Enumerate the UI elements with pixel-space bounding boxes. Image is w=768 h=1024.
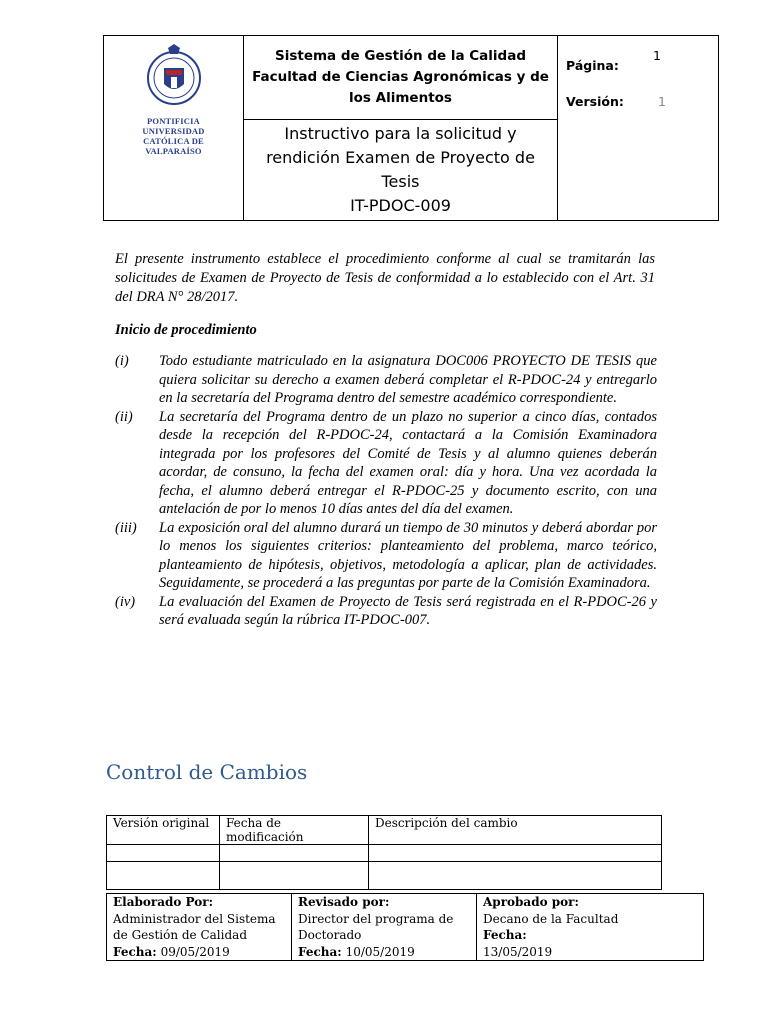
changes-title: Control de Cambios: [106, 760, 308, 784]
approval-date: 13/05/2019: [483, 944, 553, 959]
procedure-title: Inicio de procedimiento: [115, 322, 257, 338]
procedure-steps: [115, 352, 657, 630]
date-label: Fecha:: [298, 944, 342, 959]
approval-line: Director del programa de: [298, 911, 454, 926]
header-cell: Descripción del cambio: [369, 816, 662, 845]
table-row: [107, 862, 662, 890]
approval-line: Doctorado: [298, 928, 362, 942]
table-cell: [369, 862, 662, 890]
list-item: [115, 519, 657, 593]
approval-heading: Revisado por:: [298, 895, 390, 909]
table-cell: [220, 845, 369, 862]
logo-cell: [104, 36, 244, 220]
date-label: Fecha:: [483, 928, 527, 942]
approval-date: 09/05/2019: [160, 944, 230, 959]
system-title: Sistema de Gestión de la Calidad Facultad de Ciencias Agronómicas y de los Alimentos: [244, 36, 557, 120]
approval-cell-revisado: [292, 894, 477, 961]
table-cell: [107, 845, 220, 862]
step-text: La exposición oral del alumno durará un tiempo de 30 minutos y deberá abordar por lo menos los siguientes criterios: planteamiento del problema, marco teórico, planteamiento de hipótesis, objetivos, metodología a aplicar, plan de actividades. Seguidamente, se procederá a las preguntas por parte de la Comisión Examinadora.: [159, 519, 657, 591]
document-header: [103, 35, 719, 221]
university-name: PONTIFICIA UNIVERSIDAD CATÓLICA DE VALPARAÍSO: [142, 116, 205, 156]
list-item: [115, 408, 657, 519]
step-text: La evaluación del Examen de Proyecto de Tesis será registrada en el R-PDOC-26 y será evaluada según la rúbrica IT-PDOC-007.: [159, 593, 657, 628]
approval-heading: Elaborado Por:: [113, 895, 214, 909]
approval-line: Administrador del Sistema: [113, 911, 276, 926]
list-item: [115, 352, 657, 408]
version-label: Versión:: [566, 94, 624, 109]
intro-paragraph: El presente instrumento establece el procedimiento conforme al cual se tramitarán las solicitudes de Examen de Proyecto de Tesis de conformidad a lo establecido con el Art. 31 del DRA N° 28/2017.: [115, 251, 655, 305]
header-cell: Versión original: [107, 816, 220, 845]
table-cell: [107, 862, 220, 890]
metadata-cell: [558, 36, 718, 220]
title-cell: [244, 36, 558, 220]
step-number: (ii): [115, 408, 133, 425]
table-row: [107, 894, 704, 961]
approval-cell-aprobado: [477, 894, 704, 961]
step-text: La secretaría del Programa dentro de un plazo no superior a cinco días, contados desde la recepción del R-PDOC-24, contactará a la Comisión Examinadora integrada por los profesores del Comité de Tesis y al alumno quienes deberán acordar, de consuno, la fecha del examen oral: día y hora. Una vez acordada la fecha, el alumno deberá entregar el R-PDOC-25 y documento escrito, con una antelación de por lo menos 10 días antes del día del examen.: [159, 408, 657, 517]
table-row: [107, 845, 662, 862]
step-number: (iv): [115, 593, 136, 610]
approvals-table: [106, 893, 704, 961]
list-item: [115, 593, 657, 630]
table-row: [107, 816, 662, 845]
step-number: (iii): [115, 519, 137, 536]
approval-heading: Aprobado por:: [483, 895, 579, 909]
university-seal-icon: [144, 44, 204, 114]
page-value: 1: [653, 48, 661, 63]
table-cell: [220, 862, 369, 890]
table-cell: [369, 845, 662, 862]
approval-line: de Gestión de Calidad: [113, 928, 247, 942]
changes-table: [106, 815, 662, 890]
step-text: Todo estudiante matriculado en la asignatura DOC006 PROYECTO DE TESIS que quiera solicitar su derecho a examen deberá completar el R-PDOC-24 y entregarlo en la secretaría del Programa dentro del semestre académico correspondiente.: [159, 353, 657, 406]
document-title: Instructivo para la solicitud y rendición Examen de Proyecto de Tesis IT-PDOC-009: [266, 124, 535, 215]
approval-cell-elaborado: [107, 894, 292, 961]
approval-date: 10/05/2019: [345, 944, 415, 959]
step-number: (i): [115, 353, 129, 369]
header-cell: Fecha de modificación: [220, 816, 369, 845]
approval-line: Decano de la Facultad: [483, 911, 619, 926]
date-label: Fecha:: [113, 944, 157, 959]
page-label: Página:: [566, 58, 619, 73]
version-value: 1: [658, 94, 666, 109]
